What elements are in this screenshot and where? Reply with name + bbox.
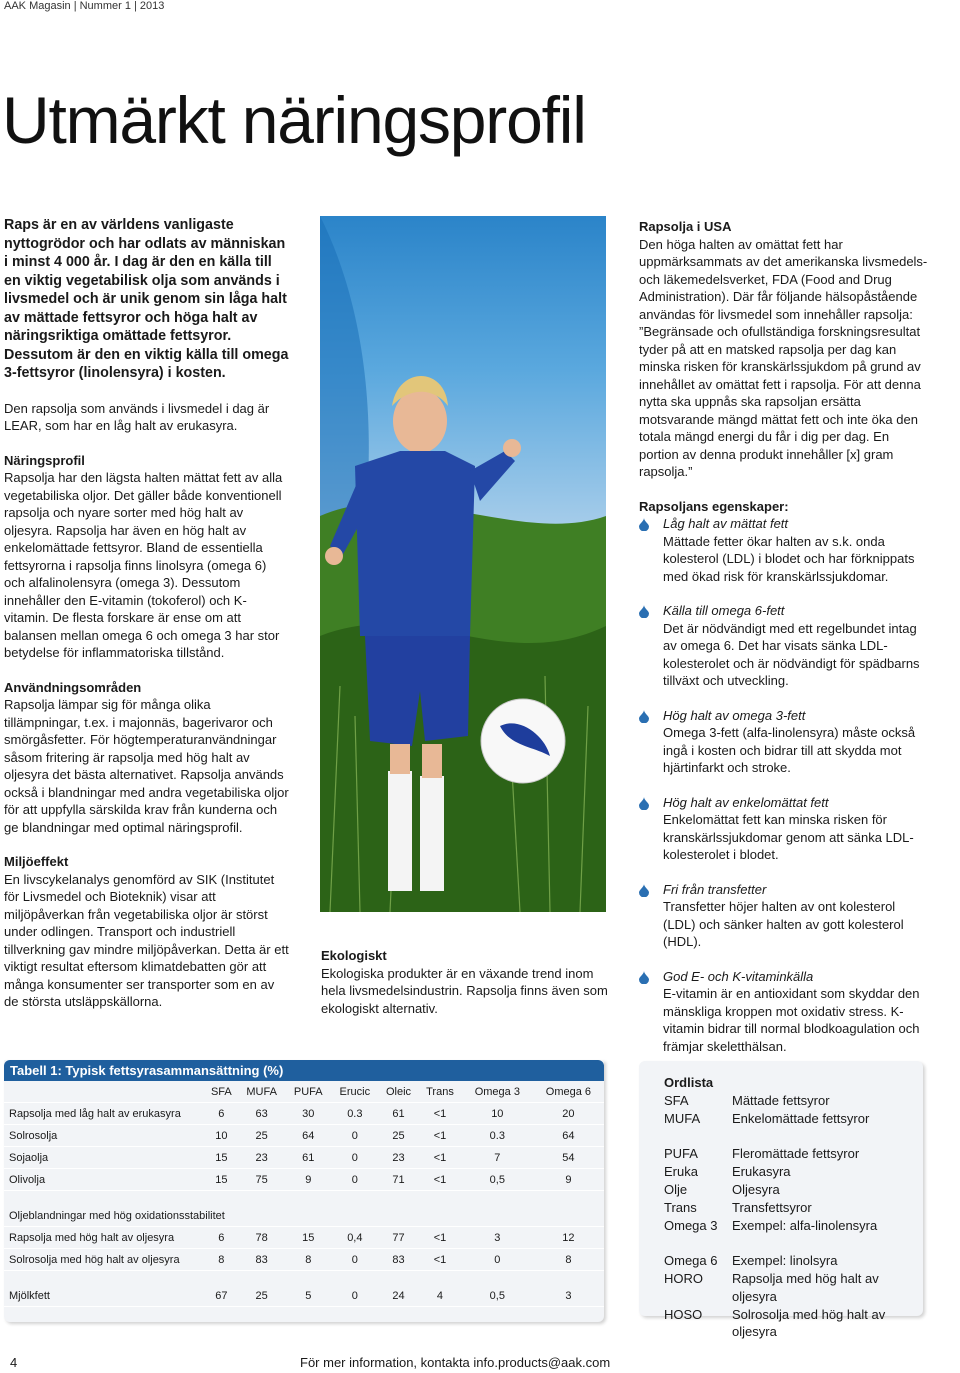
section-heading: Användningsområden — [4, 679, 142, 695]
property-text: E-vitamin är en antioxidant som skyddar den mänskliga kroppen mot oxidativ stress. K-vitamin bidrar till normal blodkoagulation och främjar skeletthälsan. — [663, 986, 920, 1054]
properties-list — [639, 515, 929, 1055]
section-naringsprofil — [4, 452, 289, 662]
table-cell: 61 — [286, 1147, 331, 1169]
usa-heading: Rapsolja i USA — [639, 219, 732, 234]
glossary-term: Omega 6 — [664, 1253, 718, 1269]
photo-illustration — [320, 216, 606, 912]
table-cell: 30 — [286, 1103, 331, 1125]
table-cell: 10 — [205, 1125, 238, 1147]
table-cell: <1 — [418, 1169, 462, 1191]
list-item — [639, 794, 929, 864]
list-item — [639, 515, 929, 585]
table-cell: 15 — [286, 1227, 331, 1249]
list-item — [639, 881, 929, 951]
table-cell: 20 — [533, 1103, 604, 1125]
row-label: Solrosolja med hög halt av oljesyra — [4, 1249, 205, 1271]
glossary-definition: Transfettsyror — [732, 1199, 812, 1215]
table-cell: 8 — [533, 1249, 604, 1271]
table-row — [4, 1249, 604, 1271]
table-spacer — [4, 1271, 604, 1286]
property-name: Fri från transfetter — [663, 881, 767, 897]
property-text: Transfetter höjer halten av ont kolesterol (LDL) och sänker halten av gott kolesterol (HDL). — [663, 899, 904, 949]
glossary-definition: Solrosolja med hög halt av oljesyra — [732, 1306, 886, 1340]
table-cell: 0 — [462, 1249, 533, 1271]
table-spacer — [4, 1191, 604, 1206]
footer-contact: För mer information, kontakta info.products@aak.com — [300, 1355, 611, 1370]
glossary-term: HORO — [664, 1271, 703, 1286]
table-cell: 23 — [238, 1147, 286, 1169]
row-label: Rapsolja med låg halt av erukasyra — [4, 1103, 205, 1125]
table-cell: 64 — [286, 1125, 331, 1147]
list-item — [639, 602, 929, 690]
table-cell: 0 — [331, 1285, 379, 1307]
table-cell: 83 — [379, 1249, 418, 1271]
column-header: Omega 3 — [462, 1081, 533, 1103]
table-cell: 15 — [205, 1147, 238, 1169]
table-cell: 5 — [286, 1285, 331, 1307]
glossary-term: PUFA — [664, 1146, 698, 1162]
property-name: Låg halt av mättat fett — [663, 516, 789, 531]
glossary-definition: Exempel: alfa-linolensyra — [732, 1217, 878, 1233]
table-cell: 6 — [205, 1103, 238, 1125]
row-label: Sojaolja — [4, 1147, 205, 1169]
table-row — [4, 1227, 604, 1249]
table-corner — [4, 1081, 205, 1103]
table-cell: 63 — [238, 1103, 286, 1125]
table-cell: <1 — [418, 1103, 462, 1125]
table-subheading: Oljeblandningar med hög oxidationsstabilitet — [4, 1205, 604, 1227]
table-cell: 61 — [379, 1103, 418, 1125]
usa-section — [639, 218, 929, 481]
page-number: 4 — [10, 1355, 18, 1370]
left-column — [4, 216, 289, 1028]
oil-drop-icon — [639, 971, 649, 984]
section-anvandningsomraden — [4, 679, 289, 837]
table-cell: 71 — [379, 1169, 418, 1191]
table-cell: 6 — [205, 1227, 238, 1249]
fatty-acid-table — [4, 1081, 604, 1307]
table-subheading-row — [4, 1205, 604, 1227]
table-cell: 9 — [286, 1169, 331, 1191]
usa-body: Den höga halten av omättat fett har uppmärksammats av det amerikanska livsmedels- och läkemedelsverket, FDA (Food and Drug Administration). Där får följande hälsopåstående användas för livsmedel som innehåller rapsolja: — [639, 236, 928, 322]
glossary-definition: Exempel: linolsyra — [732, 1253, 838, 1269]
table-cell: 25 — [238, 1125, 286, 1147]
table-cell: 23 — [379, 1147, 418, 1169]
table-cell: 77 — [379, 1227, 418, 1249]
row-label: Olivolja — [4, 1169, 205, 1191]
oil-drop-icon — [639, 884, 649, 897]
table-title: Tabell 1: Typisk fettsyrasammansättning (%) — [4, 1060, 604, 1081]
property-text: Omega 3-fett (alfa-linolensyra) måste också ingå i kosten och bidrar till att skydda mot hjärtinfarkt och stroke. — [663, 725, 916, 775]
oil-drop-icon — [639, 710, 649, 723]
list-item — [639, 968, 929, 1056]
lead-paragraph: Raps är en av världens vanligaste nyttogrödor och har odlats av människan i minst 4 000 år. I dag är den en källa till en viktig vegetabilisk olja som används i livsmedel och är unik genom sin låga halt av mättade fettsyror och höga halt av näringsriktiga omättade fettsyror. Dessutom är den en viktig källa till omega 3-fettsyror (linolensyra) i kosten. — [4, 217, 289, 381]
row-label: Rapsolja med hög halt av oljesyra — [4, 1227, 205, 1249]
fda-quote: ”Begränsade och ofullständiga forskningsresultat tyder på att en matsked rapsolja per dag kan minska risken för kranskärlssjukdom på grund av innehållet av omättat fett i rapsolja. För att denna nytta ska uppnås ska rapsoljan ersätta motsvarande mängd mättat fett och inte öka den totala mängd energi du får i dig per dag. En portion av denna produkt innehåller [x] gram rapsolja.” — [639, 324, 921, 479]
table-cell: 0,5 — [462, 1169, 533, 1191]
section-heading: Näringsprofil — [4, 452, 85, 468]
glossary-term: Olje — [664, 1182, 688, 1197]
row-label: Solrosolja — [4, 1125, 205, 1147]
eco-section — [321, 947, 611, 1017]
table-row — [4, 1285, 604, 1307]
property-text: Det är nödvändigt med ett regelbundet intag av omega 6. Det har visats sänka LDL-kolesterolet och är nödvändigt för spädbarns tillväxt och utveckling. — [663, 620, 920, 688]
table-cell: 8 — [205, 1249, 238, 1271]
table-cell: 10 — [462, 1103, 533, 1125]
property-name: Källa till omega 6-fett — [663, 603, 785, 618]
section-body: En livscykelanalys genomförd av SIK (Institutet för Livsmedel och Bioteknik) visar att miljöpåverkan från vegetabiliska oljor är störst under odlingen. Transport och industriell tillverkning gav mindre miljöpåverkan. Detta är ett viktigt resultat eftersom klimatdebatten gör att många konsumenter ser transporter som en av de största utsläppskällorna. — [4, 871, 289, 1009]
table-cell: <1 — [418, 1125, 462, 1147]
table-cell: 12 — [533, 1227, 604, 1249]
table-cell: 24 — [379, 1285, 418, 1307]
running-header: AAK Magasin | Nummer 1 | 2013 — [4, 0, 165, 12]
column-header: Omega 6 — [533, 1081, 604, 1103]
glossary-term: MUFA — [664, 1110, 701, 1126]
eco-heading: Ekologiskt — [321, 948, 387, 963]
table-cell: 0.3 — [462, 1125, 533, 1147]
table-cell: <1 — [418, 1147, 462, 1169]
table-cell: <1 — [418, 1227, 462, 1249]
glossary-term: SFA — [664, 1093, 689, 1108]
column-header: MUFA — [238, 1081, 286, 1103]
table-cell: 0 — [331, 1249, 379, 1271]
section-body: Rapsolja lämpar sig för många olika tillämpningar, t.ex. i majonnäs, bagerivaror och smörgåsfetter. För högtemperaturanvändningar såsom fritering är rapsolja med hög halt av oljesyra det bästa alternativet. Rapsolja används också i blandningar med andra vegetabiliska oljor för att uppfylla särskilda krav från kunderna och ge blandningar med optimal näringsprofil. — [4, 697, 289, 835]
table-cell: 0,5 — [462, 1285, 533, 1307]
column-header: PUFA — [286, 1081, 331, 1103]
table-cell: 3 — [533, 1285, 604, 1307]
glossary-definition: Mättade fettsyror — [732, 1093, 830, 1108]
table-cell: 15 — [205, 1169, 238, 1191]
table-cell: 0.3 — [331, 1103, 379, 1125]
glossary-definition: Fleromättade fettsyror — [732, 1146, 860, 1162]
glossary-box — [639, 1061, 923, 1340]
table-cell: 78 — [238, 1227, 286, 1249]
property-name: Hög halt av omega 3-fett — [663, 707, 806, 723]
section-body: Rapsolja har den lägsta halten mättat fett av alla vegetabiliska oljor. Det gäller både konventionell rapsolja och nyare sorter med hög halt av oljesyra. Rapsolja har även en hög halt av enkelomättade fettsyror. Bland de essentiella fettsyrorna i rapsolja finns linolsyra (omega 6) och alfalinolensyra (omega 3). Dessutom innehåller den E-vitamin (tokoferol) och K-vitamin. De flesta forskare är ense om att balansen mellan omega 6 och omega 3 har stor betydelse för inflammatoriska tillstånd. — [4, 470, 283, 660]
table-cell: 0 — [331, 1169, 379, 1191]
property-text: Mättade fetter ökar halten av s.k. onda kolesterol (LDL) i blodet och har förknippats med ökad risk för kranskärlssjukdomar. — [663, 533, 915, 584]
glossary-term: Trans — [664, 1199, 697, 1215]
fatty-acid-table-box — [4, 1060, 604, 1322]
property-text: Enkelomättat fett kan minska risken för kranskärlssjukdomar genom att sänka LDL-kolesterolet i blodet. — [663, 812, 914, 862]
glossary-term: Eruka — [664, 1164, 698, 1180]
section-miljoeffekt — [4, 853, 289, 1011]
glossary-definition: Oljesyra — [732, 1182, 780, 1197]
table-cell: 8 — [286, 1249, 331, 1271]
oil-drop-icon — [639, 797, 649, 810]
glossary-term: Omega 3 — [664, 1217, 718, 1233]
column-header: Erucic — [331, 1081, 379, 1103]
table-cell: <1 — [418, 1249, 462, 1271]
column-header: Oleic — [379, 1081, 418, 1103]
column-header: SFA — [205, 1081, 238, 1103]
column-header: Trans — [418, 1081, 462, 1103]
table-cell: 0 — [331, 1125, 379, 1147]
table-row — [4, 1169, 604, 1191]
table-cell: 25 — [238, 1285, 286, 1307]
table-cell: 7 — [462, 1147, 533, 1169]
properties-heading: Rapsoljans egenskaper: — [639, 498, 789, 514]
page-title: Utmärkt näringsprofil — [2, 83, 586, 157]
table-row — [4, 1103, 604, 1125]
glossary-term: HOSO — [664, 1306, 703, 1322]
lear-paragraph: Den rapsolja som används i livsmedel i dag är LEAR, som har en låg halt av erukasyra. — [4, 400, 270, 433]
table-cell: 0 — [331, 1147, 379, 1169]
table-row — [4, 1147, 604, 1169]
property-name: Hög halt av enkelomättat fett — [663, 794, 829, 810]
table-cell: 83 — [238, 1249, 286, 1271]
glossary-definition: Rapsolja med hög halt av oljesyra — [732, 1271, 879, 1304]
table-row — [4, 1125, 604, 1147]
section-heading: Miljöeffekt — [4, 854, 69, 869]
glossary-definition: Enkelomättade fettsyror — [732, 1110, 870, 1126]
table-cell: 0,4 — [331, 1227, 379, 1249]
list-item — [639, 707, 929, 777]
glossary-definition: Erukasyra — [732, 1164, 791, 1180]
property-name: God E- och K-vitaminkälla — [663, 968, 814, 984]
row-label: Mjölkfett — [4, 1285, 205, 1307]
boy-football-photo — [320, 216, 606, 912]
table-cell: 64 — [533, 1125, 604, 1147]
table-header-row — [4, 1081, 604, 1103]
table-cell: 3 — [462, 1227, 533, 1249]
oil-drop-icon — [639, 518, 649, 531]
table-cell: 75 — [238, 1169, 286, 1191]
table-cell: 67 — [205, 1285, 238, 1307]
oil-drop-icon — [639, 605, 649, 618]
table-cell: 9 — [533, 1169, 604, 1191]
glossary-title: Ordlista — [664, 1075, 714, 1090]
eco-body: Ekologiska produkter är en växande trend inom hela livsmedelsindustrin. Rapsolja finns även som ekologiskt alternativ. — [321, 965, 608, 1016]
right-column — [639, 218, 929, 1072]
table-cell: 25 — [379, 1125, 418, 1147]
table-cell: 54 — [533, 1147, 604, 1169]
table-cell: 4 — [418, 1285, 462, 1307]
